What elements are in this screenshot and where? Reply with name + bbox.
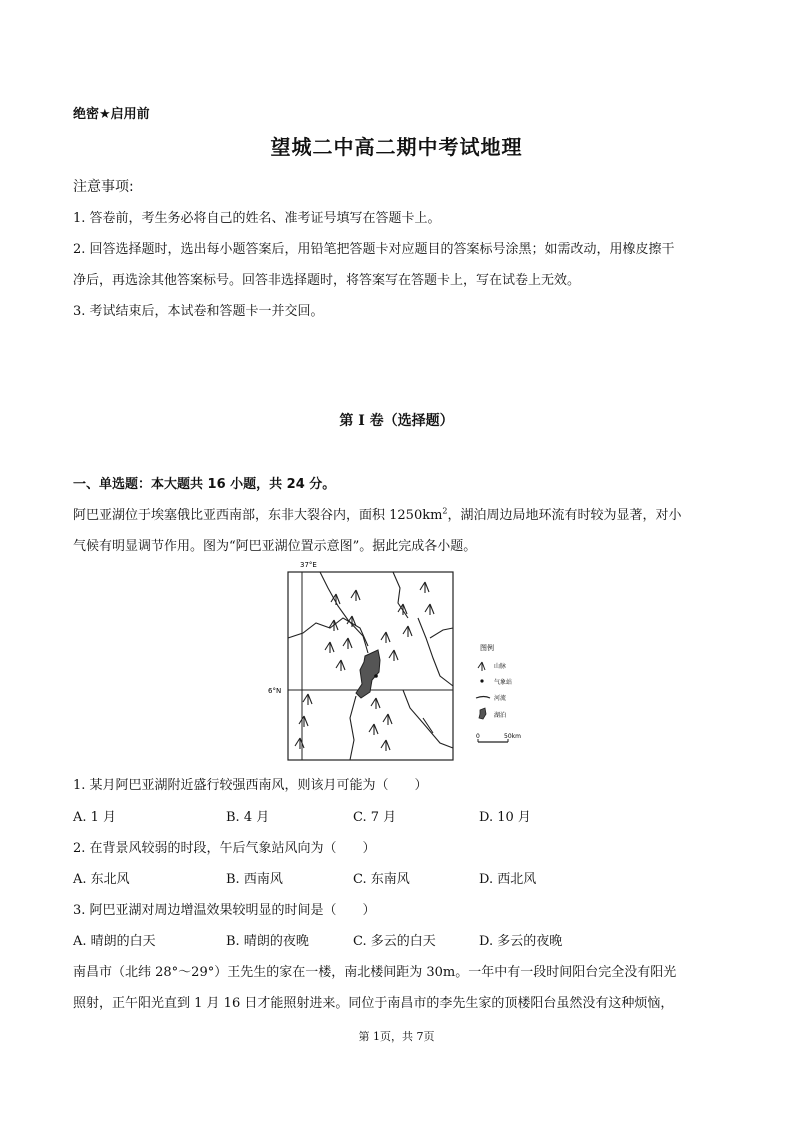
intro-line-2: 气候有明显调节作用。图为“阿巴亚湖位置示意图”。据此完成各小题。	[73, 539, 477, 554]
passage-2-line-2: 照射，正午阳光直到 1 月 16 日才能照射进来。同位于南昌市的李先生家的顶楼阳台虽然没有这种烦恼，	[73, 996, 674, 1011]
legend-station: 气象站	[494, 679, 513, 686]
confidential-label: 绝密★启用前	[73, 107, 150, 122]
question-2-option-d: D. 西北风	[479, 872, 537, 887]
question-2-option-b: B. 西南风	[226, 872, 283, 887]
question-1-option-d: D. 10 月	[479, 810, 531, 825]
question-2-option-c: C. 东南风	[353, 872, 410, 887]
lon-label: 37°E	[300, 561, 317, 569]
question-3-option-b: B. 晴朗的夜晚	[226, 934, 309, 949]
mountain-legend-icon	[478, 662, 485, 671]
legend-river: 河流	[494, 695, 507, 702]
lake-legend-icon	[479, 708, 486, 719]
part1-heading: 一、单选题：本大题共 16 小题，共 24 分。	[73, 477, 336, 492]
question-1-option-a: A. 1 月	[73, 810, 117, 825]
intro-line-1: 阿巴亚湖位于埃塞俄比亚西南部，东非大裂谷内，面积 $1250km^2$，湖泊周边局地环流有时较为显著，对小	[73, 506, 682, 523]
question-3-option-a: A. 晴朗的白天	[73, 934, 156, 949]
legend-lake: 湖泊	[494, 712, 507, 719]
question-1-stem: 1. 某月阿巴亚湖附近盛行较强西南风，则该月可能为（ ）	[73, 778, 428, 793]
notes-heading: 注意事项:	[73, 179, 134, 195]
note-item-1: 1. 答卷前，考生务必将自己的姓名、准考证号填写在答题卡上。	[73, 211, 441, 226]
scale-zero: 0	[476, 733, 480, 740]
station-legend-icon	[480, 679, 483, 682]
note-item-3: 3. 考试结束后，本试卷和答题卡一并交回。	[73, 304, 324, 319]
weather-station-marker	[374, 674, 378, 678]
note-item-2-cont: 净后，再选涂其他答案标号。回答非选择题时，将答案写在答题卡上，写在试卷上无效。	[73, 273, 581, 288]
note-item-2: 2. 回答选择题时，选出每小题答案后，用铅笔把答题卡对应题目的答案标号涂黑；如需改动，用橡皮擦干	[73, 242, 675, 257]
question-3-option-d: D. 多云的夜晚	[479, 934, 563, 949]
question-2-option-a: A. 东北风	[73, 872, 130, 887]
abaya-lake-map	[268, 558, 530, 763]
legend-mountain: 山脉	[494, 663, 507, 670]
question-1-option-b: B. 4 月	[226, 810, 270, 825]
legend-title: 图例	[480, 644, 494, 652]
lake-shape	[356, 650, 380, 698]
lat-label: 6°N	[268, 687, 282, 695]
question-2-stem: 2. 在背景风较弱的时段，午后气象站风向为（ ）	[73, 841, 376, 856]
question-3-stem: 3. 阿巴亚湖对周边增温效果较明显的时间是（ ）	[73, 903, 376, 918]
passage-2-line-1: 南昌市（北纬 28°～29°）王先生的家在一楼，南北楼间距为 30m。一年中有一段时间阳台完全没有阳光	[73, 965, 677, 980]
question-3-option-c: C. 多云的白天	[353, 934, 436, 949]
page-footer: 第 1页，共 7页	[358, 1030, 435, 1043]
scale-end: 50km	[504, 733, 521, 740]
question-1-option-c: C. 7 月	[353, 810, 397, 825]
exam-title: 望城二中高二期中考试地理	[270, 135, 523, 159]
river-legend-icon	[476, 697, 490, 699]
section-title: 第 I 卷（选择题）	[339, 413, 454, 429]
